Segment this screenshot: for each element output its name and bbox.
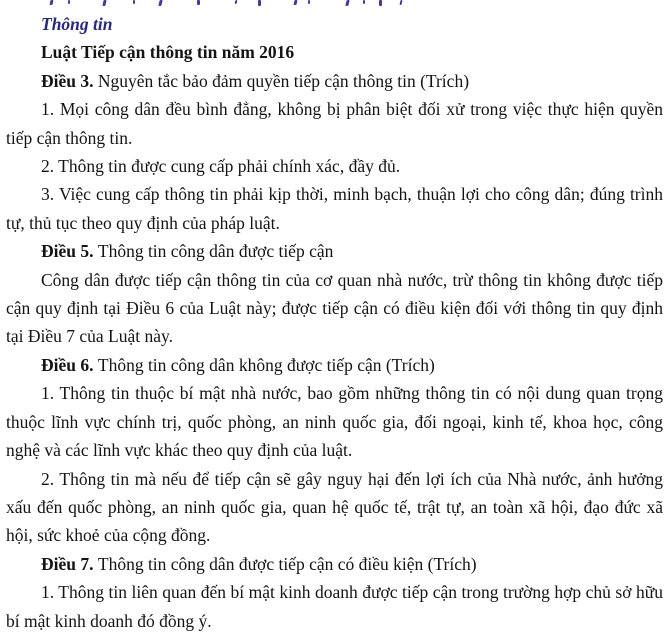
article-number: Điều 7. xyxy=(41,553,98,574)
section-label: Thông tin xyxy=(41,14,113,34)
body-paragraph: Công dân được tiếp cận thông tin của cơ quan nhà nước, trừ thông tin không được tiếp cận quy định tại Điều 6 của Luật này; được tiếp cận có điều kiện đối với thông tin quy định tại Điều 7 của Luật này. xyxy=(6,269,663,347)
document-title: Luật Tiếp cận thông tin năm 2016 xyxy=(41,42,295,63)
body-paragraph: 1. Mọi công dân đều bình đẳng, không bị phân biệt đối xử trong việc thực hiện quyền tiếp cận thông tin. xyxy=(6,99,663,148)
body-paragraph: 1. Thông tin thuộc bí mật nhà nước, bao gồm những thông tin có nội dung quan trọng thuộc lĩnh vực chính trị, quốc phòng, an ninh quốc gia, đối ngoại, kinh tế, khoa học, công nghệ và các lĩnh vực khác theo quy định của luật. xyxy=(6,383,663,461)
body-paragraph: 1. Thông tin liên quan đến bí mật kinh doanh được tiếp cận trong trường hợp chủ sở hữu bí mật kinh doanh đó đồng ý. xyxy=(6,582,663,631)
article-heading: Điều 5. Thông tin công dân được tiếp cận xyxy=(41,241,334,262)
body-paragraph: 3. Việc cung cấp thông tin phải kịp thời, minh bạch, thuận lợi cho công dân; đúng trình tự, thủ tục theo quy định của pháp luật. xyxy=(6,184,663,233)
article-number: Điều 6. xyxy=(41,354,98,375)
body-paragraph: 2. Thông tin mà nếu để tiếp cận sẽ gây nguy hại đến lợi ích của Nhà nước, ảnh hưởng xấu đến quốc phòng, an ninh quốc gia, quan hệ quốc tế, trật tự, an toàn xã hội, đạo đức xã hội, sức khoẻ của cộng đồng. xyxy=(6,468,663,546)
article-heading: Điều 3. Nguyên tắc bảo đảm quyền tiếp cận thông tin (Trích) xyxy=(41,70,470,91)
body-paragraph: 2. Thông tin được cung cấp phải chính xác, đầy đủ. xyxy=(41,156,401,177)
article-heading: Điều 6. Thông tin công dân không được tiếp cận (Trích) xyxy=(41,354,435,375)
clipped-text-fragments xyxy=(6,0,663,10)
paragraph-list xyxy=(6,67,663,635)
article-number: Điều 5. xyxy=(41,241,98,262)
article-heading: Điều 7. Thông tin công dân được tiếp cận có điều kiện (Trích) xyxy=(41,553,477,574)
article-number: Điều 3. xyxy=(41,70,98,91)
